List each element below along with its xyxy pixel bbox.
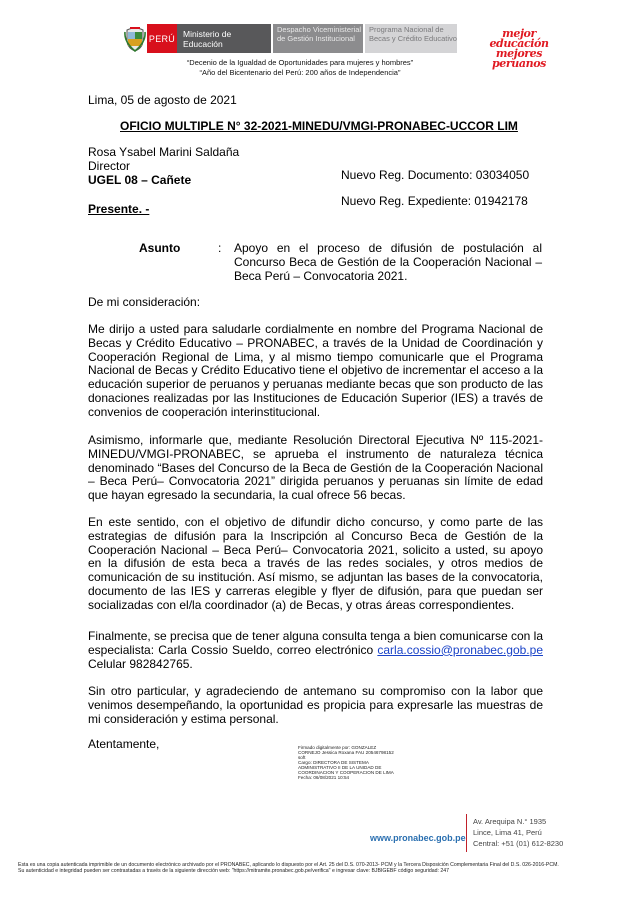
footer-divider [466, 814, 467, 852]
paragraph-5: Sin otro particular, y agradeciendo de antemano su compromiso con la labor que venimos desempeñando, la oportunidad es propicia para expresarle las muestras de mi consideración y estima personal. [88, 684, 543, 726]
specialist-email-link[interactable]: carla.cossio@pronabec.gob.pe [377, 642, 543, 657]
asunto-text: Apoyo en el proceso de difusión de postulación al Concurso Beca de Gestión de la Cooperación Nacional – Beca Perú – Convocatoria 2021. [234, 241, 542, 283]
letter-title: OFICIO MULTIPLE N° 32-2021-MINEDU/VMGI-PRONABEC-UCCOR LIM [120, 119, 518, 133]
footer-address [473, 816, 563, 849]
programa-block [365, 24, 457, 53]
paragraph-4 [88, 630, 543, 671]
recipient-role: Director [88, 158, 131, 173]
website-link[interactable]: www.pronabec.gob.pe [370, 833, 466, 843]
despacho-block [273, 24, 363, 53]
letter-date: Lima, 05 de agosto de 2021 [88, 93, 237, 107]
phone-line: Central: +51 (01) 612-8230 [473, 839, 564, 848]
signature-signed-by: Firmado digitalmente por: GONZALEZ CORNEJO Jessica Roxana FAU 20546798152 soft [298, 745, 394, 760]
presente-label: Presente. - [88, 202, 150, 216]
reg-expediente: Nuevo Reg. Expediente: 01942178 [341, 194, 528, 208]
legal-notice-1: Esta es una copia autenticada imprimible de un documento electrónico archivado por el PRONABEC, aplicando lo dispuesto por el Art. 25 del D.S. 070-2013- PCM y la Tercera Disposición Complementaria Final del D.S. 026-2016-PCM. [18, 862, 559, 868]
programa-label: Programa Nacional de Becas y Crédito Educativo [369, 25, 457, 43]
ministry-label: Ministerio de Educación [183, 29, 232, 49]
peru-brand-block [147, 24, 177, 53]
motto-bicentenario: “Año del Bicentenario del Perú: 200 años de Independencia” [199, 68, 401, 77]
closing: Atentamente, [88, 737, 160, 751]
paragraph-4-text: Finalmente, se precisa que de tener alguna consulta tenga a bien comunicarse con la especialista: Carla Cossio Sueldo, correo electrónico [88, 629, 543, 657]
address-line-1: Av. Arequipa N.° 1935 [473, 817, 547, 826]
asunto-label: Asunto [139, 241, 181, 255]
legal-notice [18, 862, 618, 874]
ministry-block [177, 24, 271, 53]
legal-notice-2: Su autenticidad e integridad pueden ser contrastadas a través de la siguiente dirección web: "https://mitramite.pronabec.gob.pe/verifica" e ingresar clave: BJBIGEBF código seguridad: 247 [18, 868, 450, 874]
digital-signature-block [298, 745, 398, 780]
recipient-entity: UGEL 08 – Cañete [88, 172, 192, 187]
peru-label: PERÚ [148, 33, 176, 44]
motto-decenio: “Decenio de la Igualdad de Oportunidades para mujeres y hombres” [186, 58, 414, 67]
recipient-block [88, 146, 239, 187]
paragraph-2: Asimismo, informarle que, mediante Resolución Directoral Ejecutiva Nº 115-2021-MINEDU/VMGI-PRONABEC, se aprueba el instrumento de naturaleza técnica denominado “Bases del Concurso de la Beca de Gestión de la Cooperación Nacional – Beca Perú– Convocatoria 2021” dirigida peruanos y peruanas sin límite de edad que hayan egresado la secundaria, la cual ofrece 56 becas. [88, 433, 543, 503]
paragraph-1: Me dirijo a usted para saludarle cordialmente en nombre del Programa Nacional de Becas y Crédito Educativo – PRONABEC, a través de la Unidad de Coordinación y Cooperación Regional de Lima, y al mismo tiempo comunicarle que el Programa Nacional de Becas y Crédito Educativo tiene el objetivo de incrementar el acceso a la educación superior de peruanos y peruanas mediante becas que son producto de las donaciones realizadas por las Instituciones de Educación Superior (IES) a través de convenios de cooperación interinstitucional. [88, 322, 543, 419]
slogan-logo: mejor educación mejores peruanos [489, 27, 549, 70]
paragraph-4-phone: Celular 982842765. [88, 656, 193, 671]
asunto-colon: : [218, 241, 222, 255]
greeting: De mi consideración: [88, 295, 201, 309]
paragraph-3: En este sentido, con el objetivo de difundir dicho concurso, y como parte de las estrategias de difusión para la Inscripción al Concurso Beca de Gestión de la Cooperación Nacional – Beca Perú– Convocatoria 2021, solicito a usted, su apoyo en la difusión de esta beca a través de las redes sociales, y otros medios de comunicación de su institución. Así mismo, se adjuntan las bases de la convocatoria, documento de las IES y carreras elegible y flyer de difusión, para que puedan ser socializadas con el/la coordinador (a) de Becas, y otras áreas correspondientes. [88, 515, 543, 612]
despacho-label: Despacho Viceministerial de Gestión Institucional [277, 25, 362, 43]
peru-coat-of-arms-icon [124, 26, 146, 52]
signature-cargo: Cargo: DIRECTORA DE SISTEMA ADMINISTRATIVO II DE LA UNIDAD DE COORDINACION Y COOPERACION DE LIMA [298, 760, 394, 775]
address-line-2: Lince, Lima 41, Perú [473, 828, 542, 837]
reg-documento: Nuevo Reg. Documento: 03034050 [341, 168, 530, 182]
recipient-name: Rosa Ysabel Marini Saldaña [88, 145, 240, 159]
signature-fecha: Fecha: 06/08/2021 10:54 [298, 775, 350, 780]
